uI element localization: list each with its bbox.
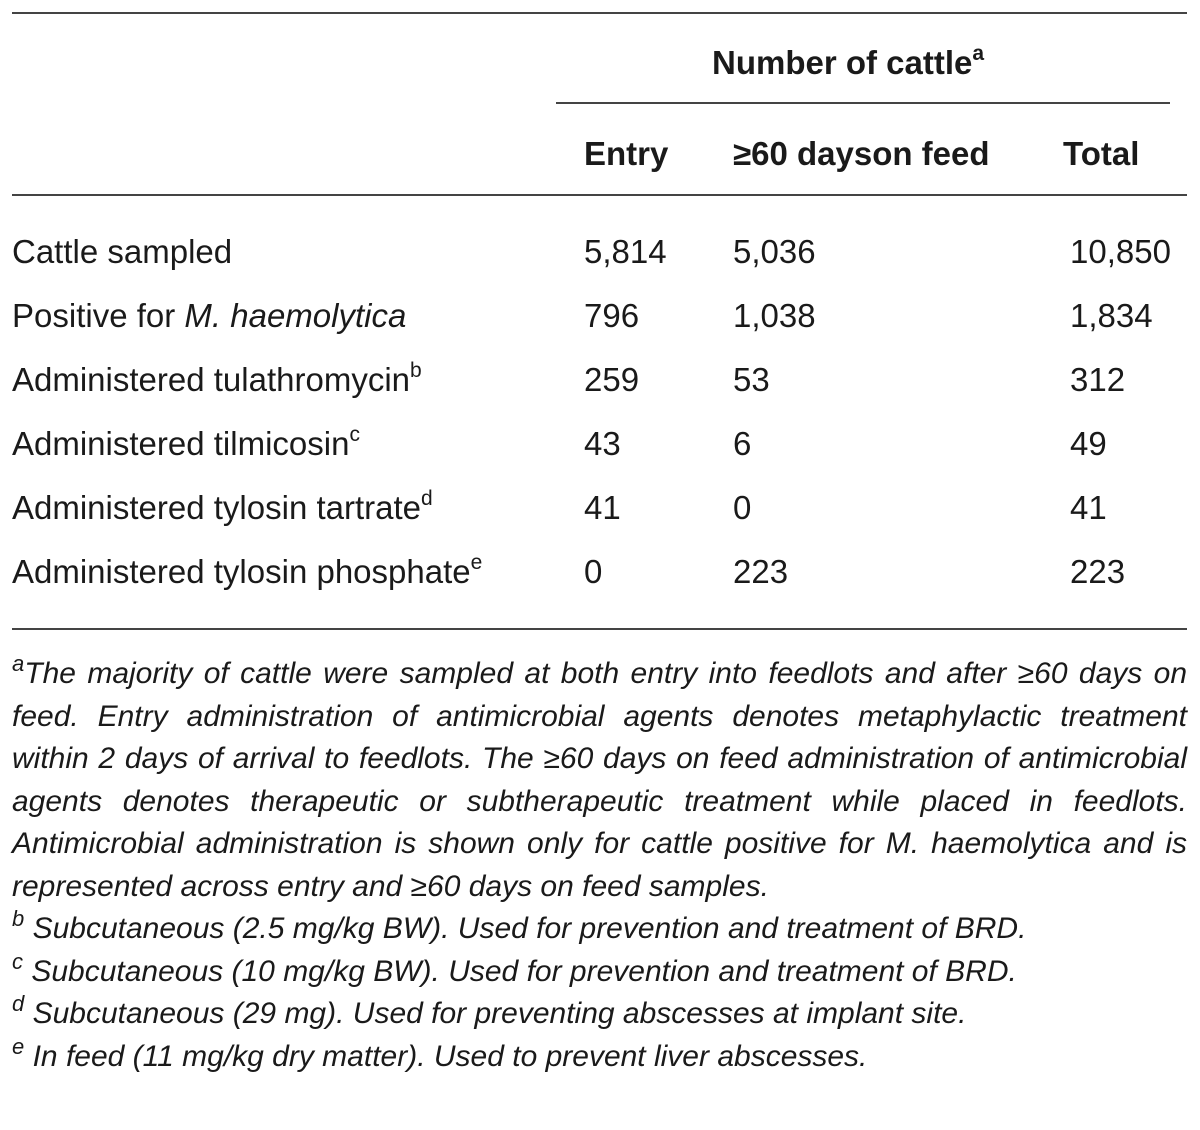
cell-60-days: 6 bbox=[733, 425, 752, 462]
row-label-positive bbox=[12, 296, 406, 336]
cell-entry: 259 bbox=[584, 361, 640, 398]
row-label-tilmicosin bbox=[12, 424, 360, 464]
row-label-text: Positive for bbox=[12, 297, 185, 334]
cell-total: 312 bbox=[1070, 361, 1126, 398]
cell-60-days: 5,036 bbox=[733, 233, 816, 270]
column-header-entry: Entry bbox=[584, 135, 669, 172]
top-rule bbox=[12, 12, 1187, 14]
row-label-text: Administered tilmicosin bbox=[12, 425, 350, 462]
row-label-sup: e bbox=[470, 551, 483, 574]
row-label-species: M. haemolytica bbox=[184, 297, 407, 334]
footnote-text: Subcutaneous (10 mg/kg BW). Used for prevention and treatment of BRD. bbox=[31, 954, 1017, 988]
footnote-c bbox=[12, 948, 1187, 994]
footnote-d bbox=[12, 993, 1187, 1036]
row-label-sup: b bbox=[410, 359, 422, 382]
cell-total: 41 bbox=[1070, 489, 1107, 526]
footnote-a bbox=[12, 653, 1187, 908]
table-bottom-rule bbox=[12, 628, 1187, 630]
footnote-text: In feed (11 mg/kg dry matter). Used to prevent liver abscesses. bbox=[32, 1039, 868, 1073]
cell-total: 1,834 bbox=[1070, 297, 1153, 334]
cell-entry: 41 bbox=[584, 489, 621, 526]
group-header bbox=[712, 43, 984, 83]
cell-total: 49 bbox=[1070, 425, 1107, 462]
group-header-label: Number of cattle bbox=[712, 44, 973, 81]
footnote-text: Subcutaneous (2.5 mg/kg BW). Used for prevention and treatment of BRD. bbox=[32, 912, 1027, 945]
row-label-cattle-sampled bbox=[12, 232, 232, 272]
footnote-marker: e bbox=[12, 1033, 25, 1059]
footnote-text: Subcutaneous (29 mg). Used for preventing abscesses at implant site. bbox=[32, 997, 967, 1030]
table-footnotes bbox=[12, 653, 1187, 1078]
cell-60-days: 223 bbox=[733, 553, 789, 590]
header-bottom-rule bbox=[12, 194, 1187, 196]
footnote-e bbox=[12, 1033, 1187, 1079]
column-header-60-days: ≥60 dayson feed bbox=[733, 135, 990, 172]
cell-entry: 43 bbox=[584, 425, 621, 462]
row-label-tulathromycin bbox=[12, 360, 422, 400]
group-header-rule bbox=[556, 102, 1170, 104]
cell-total: 10,850 bbox=[1070, 233, 1171, 270]
column-header-total: Total bbox=[1063, 135, 1140, 172]
footnote-marker: a bbox=[12, 651, 25, 676]
footnote-b bbox=[12, 908, 1187, 951]
group-header-sup: a bbox=[972, 42, 985, 65]
cell-total: 223 bbox=[1070, 553, 1126, 590]
footnote-marker: c bbox=[12, 948, 23, 974]
row-label-text: Administered tylosin phosphate bbox=[12, 553, 471, 590]
row-label-sup: c bbox=[349, 423, 360, 446]
footnote-text: The majority of cattle were sampled at both entry into feedlots and after ≥60 days on feed. Entry administration of antimicrobial agents denotes metaphylactic treatment within 2 days of arrival to feedlots. The ≥60 days on feed administration of antimicrobial agents denotes therapeutic or subtherapeutic treatment while placed in feedlots. Antimicrobial administration is shown only for cattle positive for M. haemolytica and is represented across entry and ≥60 days on feed samples. bbox=[12, 657, 1187, 903]
row-label-sup: d bbox=[421, 487, 433, 510]
cell-entry: 5,814 bbox=[584, 233, 667, 270]
footnote-marker: b bbox=[12, 906, 25, 931]
row-label-text: Administered tylosin tartrate bbox=[12, 489, 422, 526]
row-label-text: Administered tulathromycin bbox=[12, 361, 410, 398]
row-label-tylosin-phosphate bbox=[12, 552, 482, 592]
cell-entry: 796 bbox=[584, 297, 640, 334]
cell-60-days: 0 bbox=[733, 489, 752, 526]
footnote-marker: d bbox=[12, 991, 25, 1016]
row-label-text: Cattle sampled bbox=[12, 233, 233, 270]
cell-entry: 0 bbox=[584, 553, 603, 590]
row-label-tylosin-tartrate bbox=[12, 488, 433, 528]
cell-60-days: 1,038 bbox=[733, 297, 816, 334]
cell-60-days: 53 bbox=[733, 361, 770, 398]
